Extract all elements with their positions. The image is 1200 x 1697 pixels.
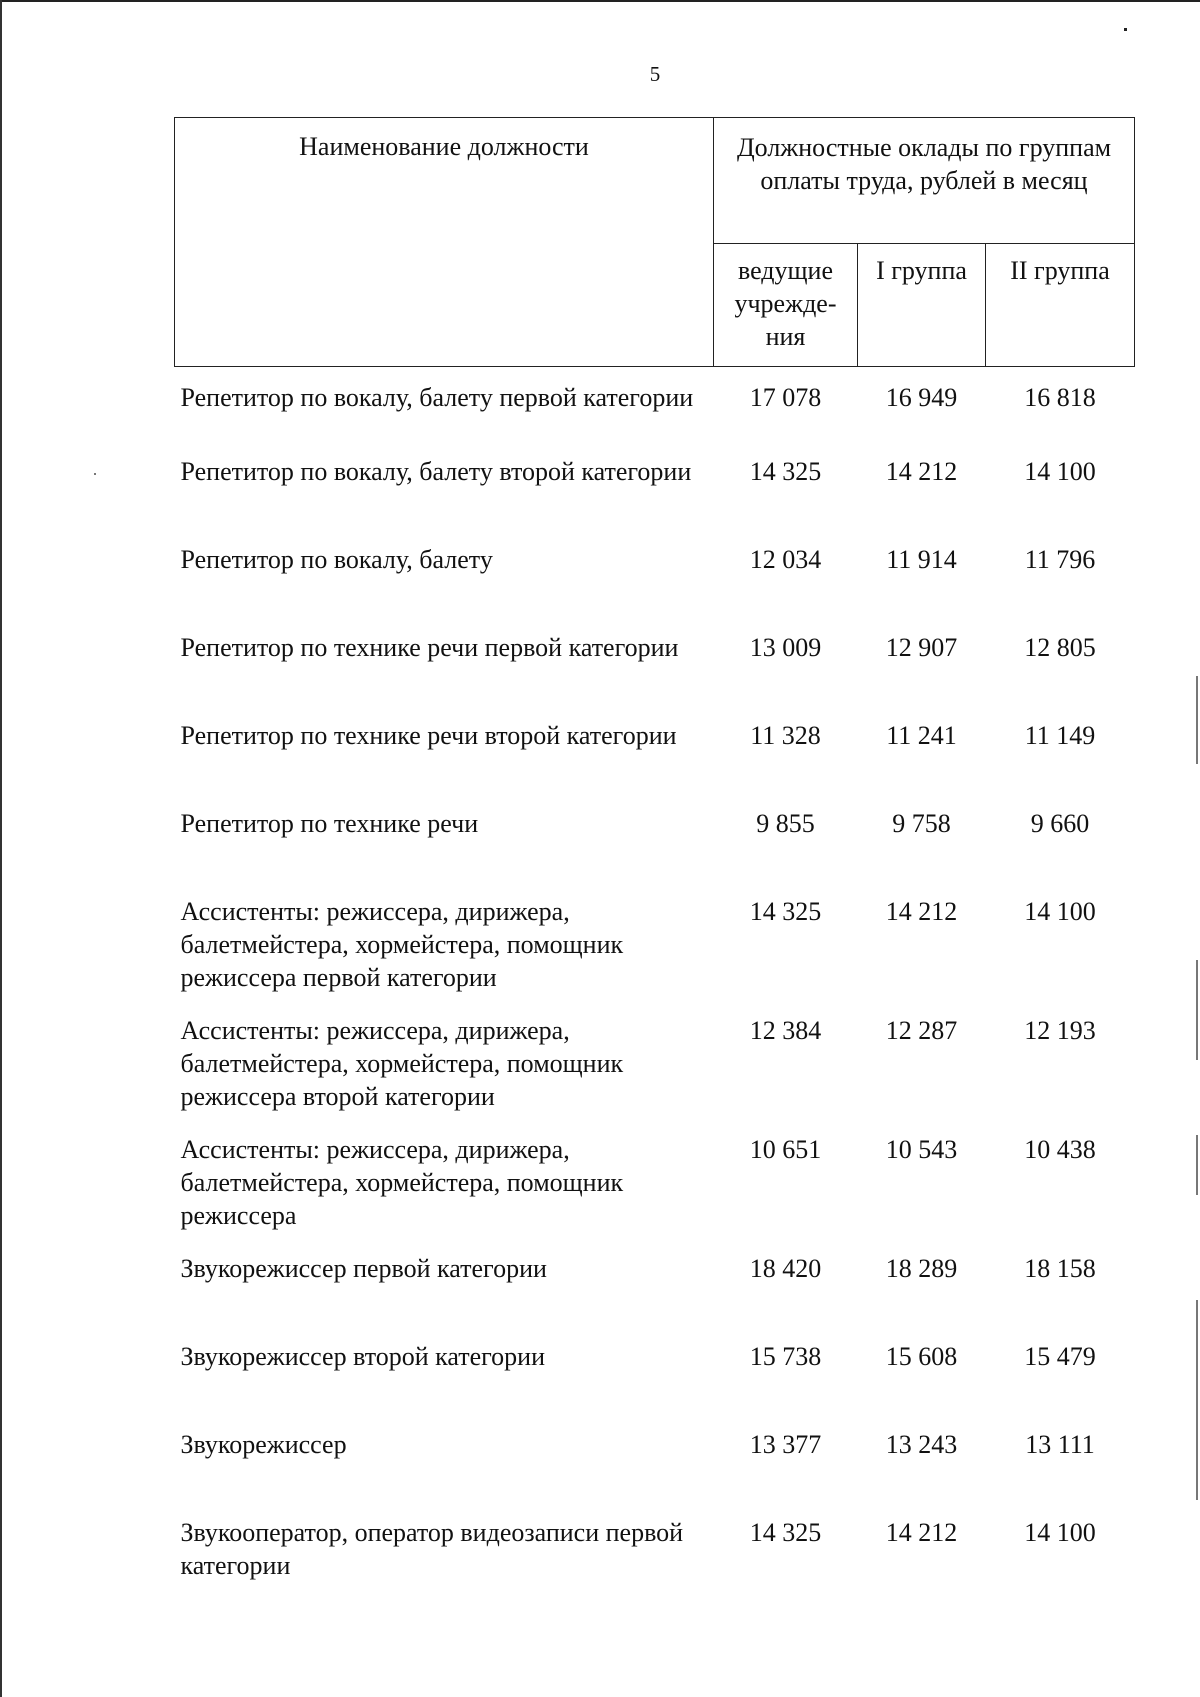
position-column-header: Наименование должности [175, 118, 714, 367]
position-name: Звукорежиссер [180, 1430, 347, 1459]
salary-group-1: 14 212 [885, 897, 958, 926]
salary-group-1: 12 287 [885, 1016, 958, 1045]
scan-artifact [1196, 1300, 1198, 1500]
salary-group-2: 14 100 [1024, 897, 1096, 926]
position-name: Ассистенты: режиссера, дирижера, балетмейстера, хормейстера, помощник режиссера второй категории [180, 1016, 624, 1111]
salary-group-1: 10 543 [885, 1135, 958, 1164]
salary-leading: 12 384 [749, 1016, 822, 1045]
salary-group-1: 15 608 [885, 1342, 958, 1371]
position-name: Репетитор по вокалу, балету первой категории [180, 383, 694, 412]
table-row [175, 1340, 1135, 1428]
page-left-border [0, 0, 2, 1697]
group-2-header: II группа [986, 244, 1135, 367]
position-name: Репетитор по вокалу, балету [180, 545, 493, 574]
salary-table [174, 117, 1135, 1604]
table-row [175, 455, 1135, 543]
table-row [175, 367, 1135, 456]
salary-group-1: 11 914 [886, 545, 957, 574]
table-row [175, 543, 1135, 631]
scan-artifact [1196, 960, 1198, 1060]
salary-leading: 14 325 [749, 457, 822, 486]
page-top-border [0, 0, 1200, 2]
salary-group-2: 10 438 [1024, 1135, 1096, 1164]
position-name: Ассистенты: режиссера, дирижера, балетмейстера, хормейстера, помощник режиссера [180, 1135, 624, 1230]
salary-group-2: 13 111 [1025, 1430, 1095, 1459]
position-name: Ассистенты: режиссера, дирижера, балетмейстера, хормейстера, помощник режиссера первой категории [180, 897, 624, 992]
scan-artifact [1124, 28, 1127, 31]
scan-artifact [1196, 1135, 1198, 1195]
table-row [175, 1133, 1135, 1252]
salary-group-2: 11 149 [1024, 721, 1096, 750]
leading-institutions-header: ведущие учрежде-ния [714, 244, 858, 367]
salary-group-2: 12 193 [1024, 1016, 1096, 1045]
salary-leading: 17 078 [749, 383, 822, 412]
table-row [175, 1252, 1135, 1340]
table-row [175, 719, 1135, 807]
salary-leading: 12 034 [749, 545, 822, 574]
salary-group-1: 16 949 [885, 383, 958, 412]
salary-group-1: 14 212 [885, 1518, 958, 1547]
position-name: Репетитор по технике речи [180, 809, 479, 838]
page-number: 5 [649, 62, 661, 86]
position-name: Звукорежиссер второй категории [180, 1342, 545, 1371]
salary-leading: 14 325 [749, 897, 822, 926]
salary-group-1: 11 241 [886, 721, 957, 750]
table-row [175, 807, 1135, 895]
salary-group-1: 18 289 [885, 1254, 958, 1283]
table-row [175, 631, 1135, 719]
salary-group-2: 15 479 [1024, 1342, 1096, 1371]
salary-groups-header: Должностные оклады по группам оплаты труда, рублей в месяц [714, 118, 1135, 244]
salary-leading: 13 009 [749, 633, 822, 662]
table-row [175, 1014, 1135, 1133]
position-name: Репетитор по технике речи второй категории [180, 721, 677, 750]
salary-group-1: 12 907 [885, 633, 958, 662]
salary-group-2: 14 100 [1024, 457, 1096, 486]
salary-group-2: 9 660 [1030, 809, 1090, 838]
salary-group-2: 16 818 [1024, 383, 1096, 412]
table-header [175, 118, 1135, 367]
table-body [175, 367, 1135, 1605]
salary-leading: 9 855 [756, 809, 815, 838]
scan-artifact [94, 473, 96, 475]
table-row [175, 1516, 1135, 1604]
position-name: Репетитор по технике речи первой категории [180, 633, 679, 662]
salary-leading: 14 325 [749, 1518, 822, 1547]
group-1-header: I группа [858, 244, 986, 367]
position-name: Репетитор по вокалу, балету второй категории [180, 457, 692, 486]
salary-group-2: 14 100 [1024, 1518, 1096, 1547]
table-row [175, 1428, 1135, 1516]
salary-leading: 10 651 [749, 1135, 822, 1164]
salary-leading: 18 420 [749, 1254, 822, 1283]
position-name: Звукорежиссер первой категории [180, 1254, 547, 1283]
salary-group-1: 13 243 [885, 1430, 958, 1459]
salary-group-1: 14 212 [885, 457, 958, 486]
salary-group-1: 9 758 [892, 809, 951, 838]
position-name: Звукооператор, оператор видеозаписи первой категории [180, 1518, 684, 1580]
salary-leading: 11 328 [750, 721, 821, 750]
salary-group-2: 18 158 [1024, 1254, 1096, 1283]
salary-group-2: 11 796 [1024, 545, 1096, 574]
scan-artifact [1196, 676, 1198, 764]
salary-leading: 15 738 [749, 1342, 822, 1371]
table-row [175, 895, 1135, 1014]
salary-leading: 13 377 [749, 1430, 822, 1459]
salary-group-2: 12 805 [1024, 633, 1096, 662]
